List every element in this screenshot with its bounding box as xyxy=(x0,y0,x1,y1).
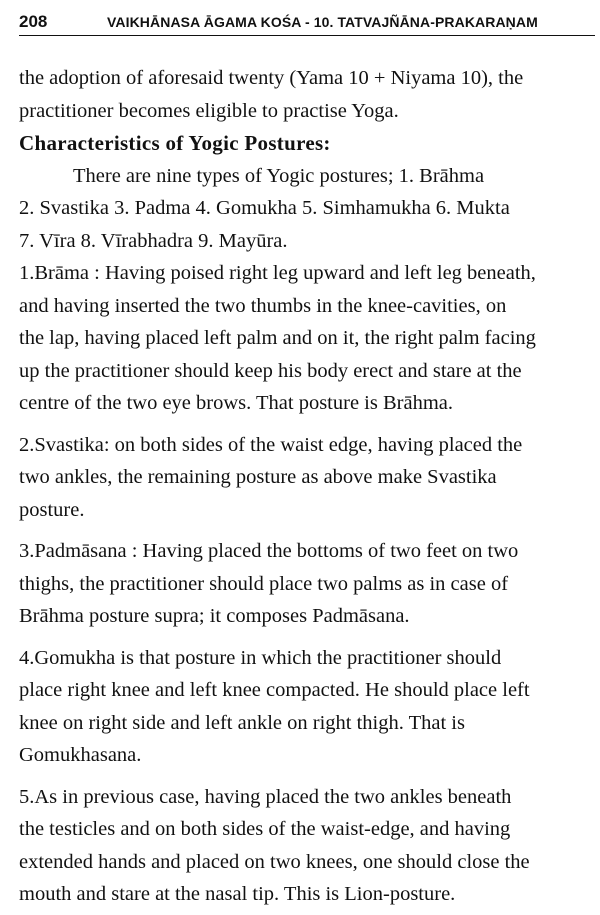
section-heading: Characteristics of Yogic Postures: xyxy=(19,131,331,155)
posture-types-paragraph: There are nine types of Yogic postures; 1. Brāhma 2. Svastika 3. Padma 4. Gomukha 5. Simhamukha 6. Mukta 7. Vīra 8. Vīrabhadra 9. Mayūra. xyxy=(19,164,510,252)
posture-item-padmasana: 3.Padmāsana : Having placed the bottoms of two feet on two thighs, the practitioner should place two palms as in case of Brāhma posture supra; it composes Padmāsana. xyxy=(19,540,519,627)
posture-item-brahma: 1.Brāma : Having poised right leg upward and left leg beneath, and having inserted the two thumbs in the knee-cavities, on the lap, having placed left palm and on it, the right palm facing up the practitioner should keep his body erect and stare at the centre of the two eye brows. That posture is Brāhma. xyxy=(19,262,536,414)
header-rule xyxy=(19,35,595,36)
page-header xyxy=(19,9,595,35)
posture-item-svastika: 2.Svastika: on both sides of the waist edge, having placed the two ankles, the remaining posture as above make Svastika posture. xyxy=(19,433,523,521)
page-number: 208 xyxy=(19,12,48,31)
posture-item-gomukha: 4.Gomukha is that posture in which the practitioner should place right knee and left knee compacted. He should place left knee on right side and left ankle on right thigh. That is Gomukhasana. xyxy=(19,646,530,766)
posture-item-lion: 5.As in previous case, having placed the two ankles beneath the testicles and on both sides of the waist-edge, and having extended hands and placed on two knees, one should close the mouth and stare at the nasal tip. This is Lion-posture. xyxy=(19,785,530,905)
intro-paragraph: the adoption of aforesaid twenty (Yama 10 + Niyama 10), the practitioner becomes eligible to practise Yoga. xyxy=(19,67,524,122)
page-body xyxy=(19,62,595,911)
running-head: VAIKHĀNASA ĀGAMA KOŚA - 10. TATVAJÑĀNA-PRAKARAṆAM xyxy=(107,14,538,30)
